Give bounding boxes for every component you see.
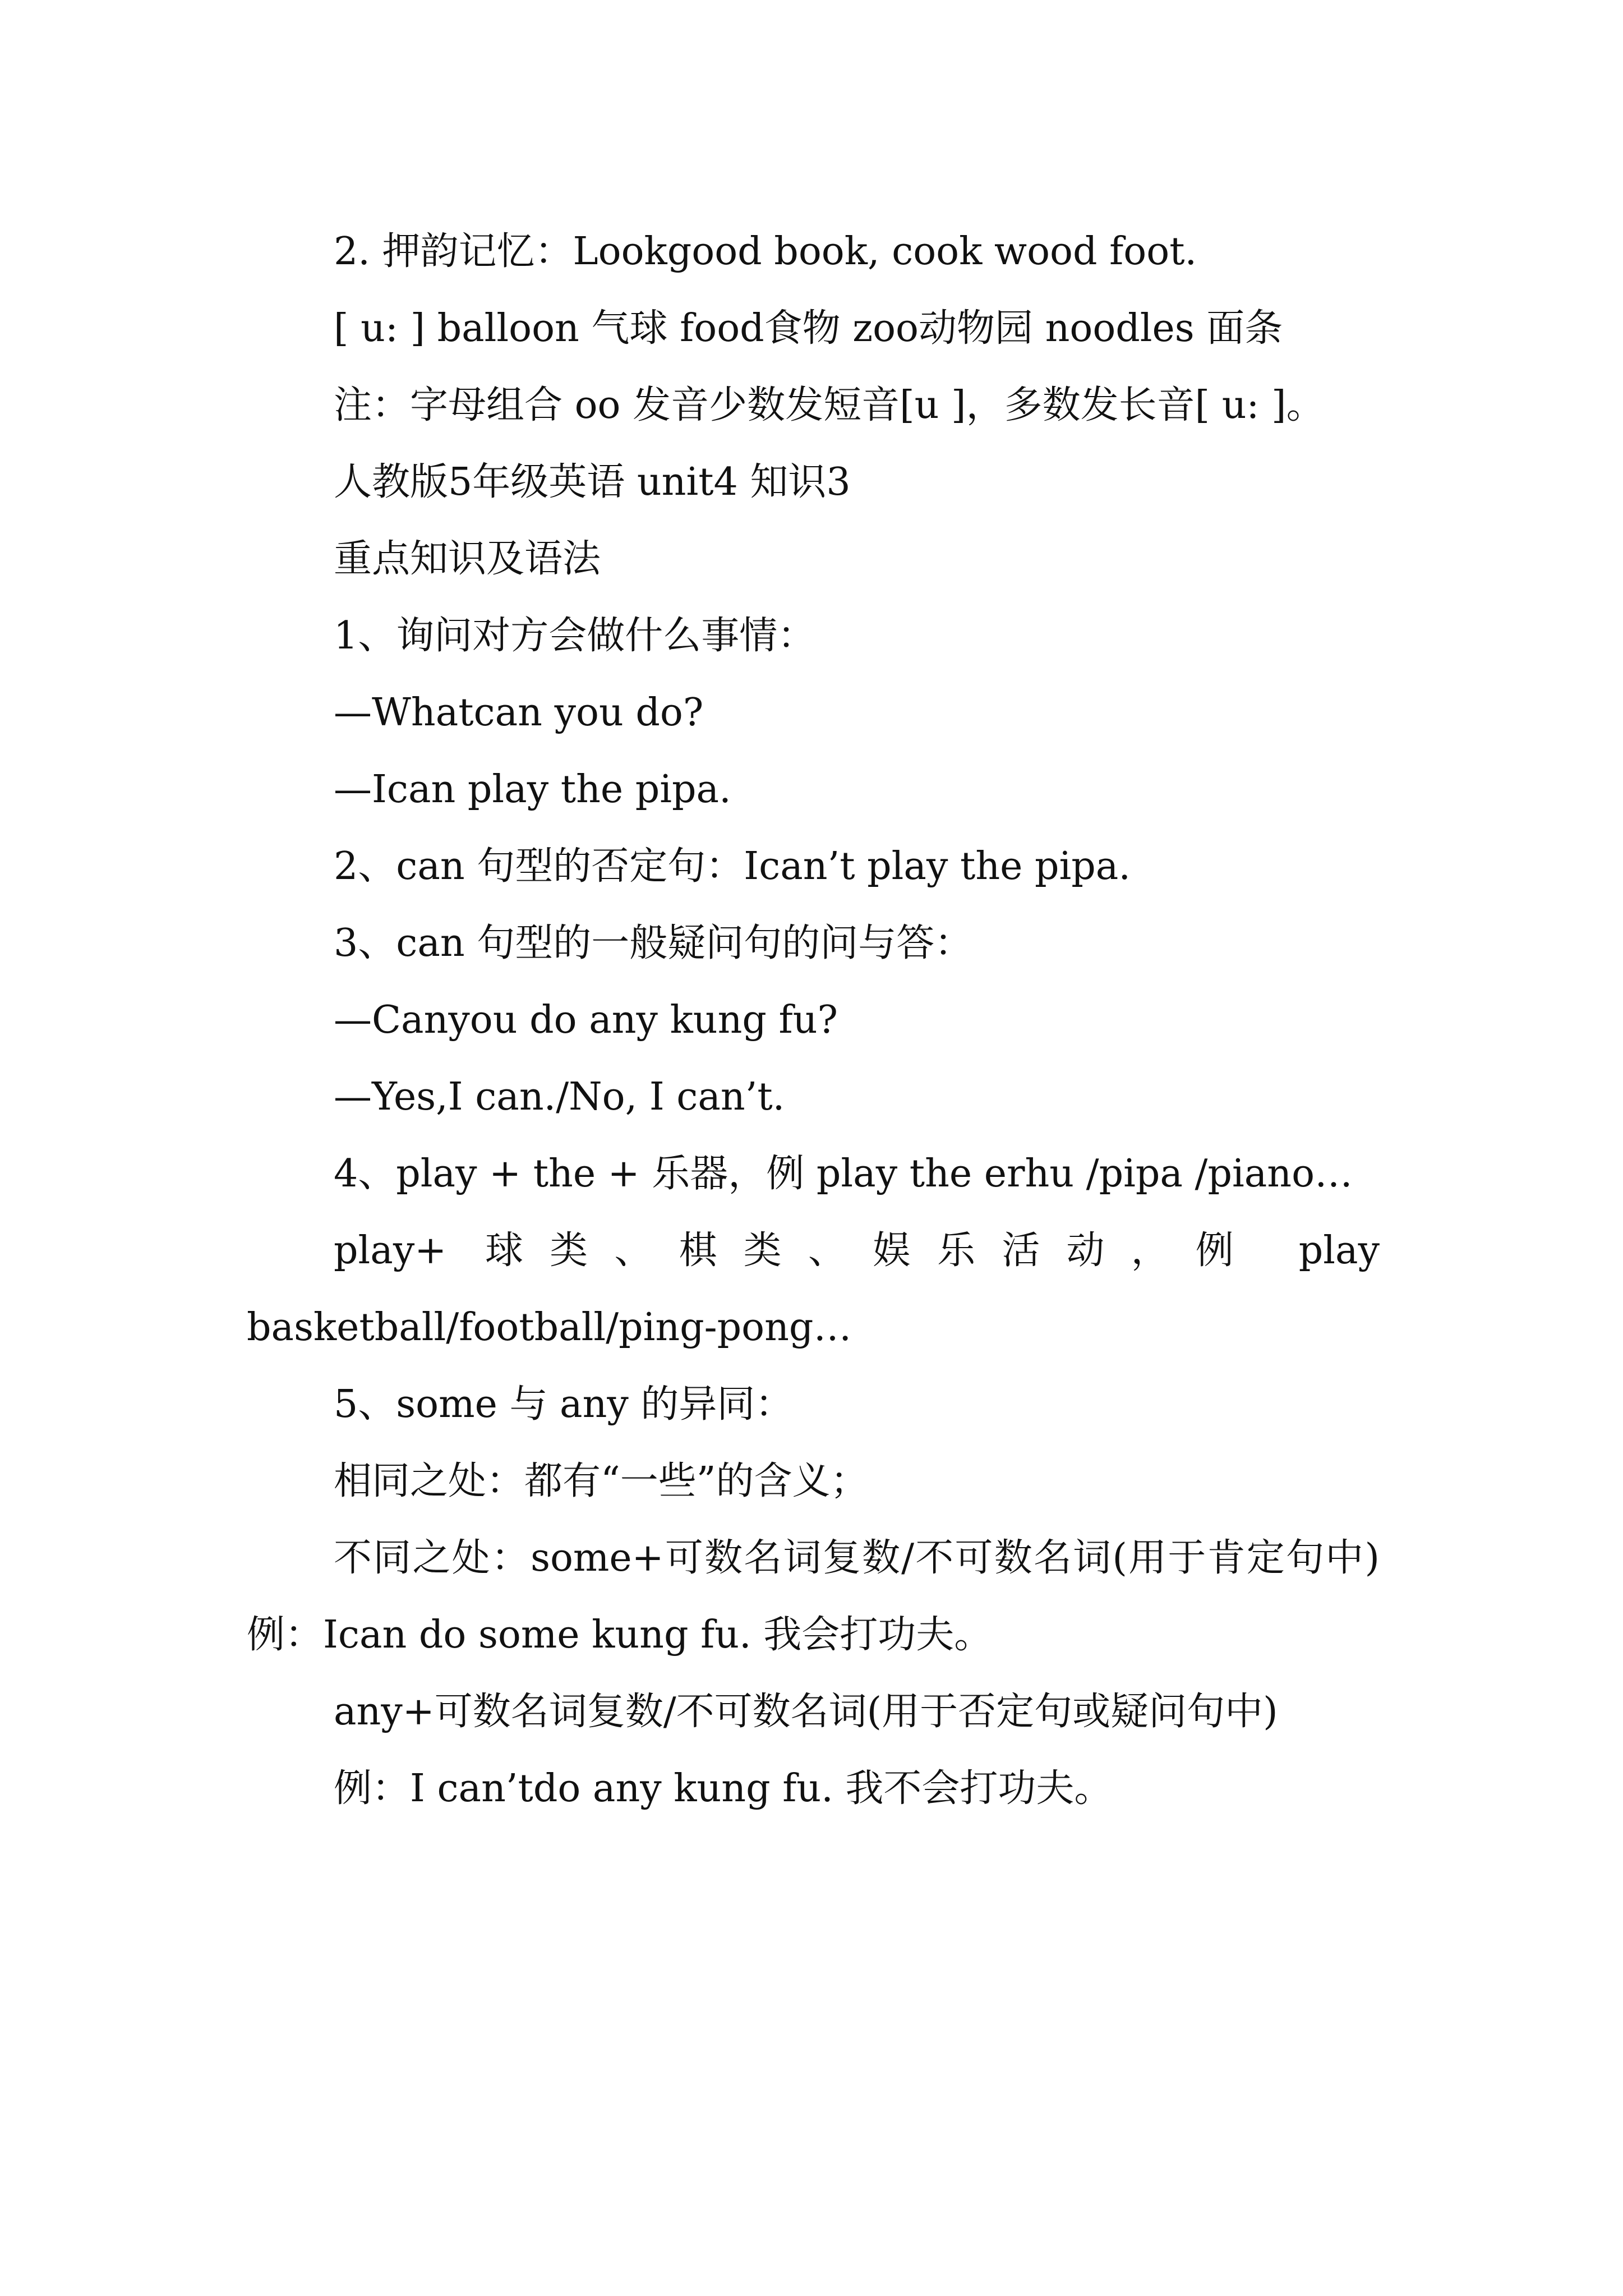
point-2-negative-sentence: 2、can 句型的否定句：Ican’t play the pipa. bbox=[334, 844, 1131, 889]
point-3-heading: 3、can 句型的一般疑问句的问与答： bbox=[334, 921, 973, 965]
dialogue-answer-1: —Ican play the pipa. bbox=[334, 767, 731, 812]
point-1-heading: 1、询问对方会做什么事情： bbox=[334, 614, 816, 658]
point-5-heading: 5、some 与 any 的异同： bbox=[334, 1382, 794, 1427]
point-4-ball-games: play+ 球类、棋类、娱乐活动，例 play basketball/football/ping-pong… bbox=[247, 1228, 1380, 1350]
dialogue-answer-2: —Yes,I can./No, I can’t. bbox=[334, 1075, 785, 1119]
section-title: 人教版5年级英语 unit4 知识3 bbox=[334, 460, 851, 504]
similarity-line: 相同之处：都有“一些”的含义； bbox=[334, 1459, 869, 1503]
document-body bbox=[247, 213, 1380, 1827]
any-example-line: 例：I can’tdo any kung fu. 我不会打功夫。 bbox=[334, 1766, 1113, 1811]
oo-pronunciation-note: 注：字母组合 oo 发音少数发短音[u ]，多数发长音[ u: ]。 bbox=[334, 383, 1325, 427]
difference-any-line: any+可数名词复数/不可数名词(用于否定句或疑问句中) bbox=[334, 1690, 1278, 1734]
dialogue-question-1: —Whatcan you do? bbox=[334, 691, 704, 735]
long-u-vocabulary-line: [ u: ] balloon 气球 food食物 zoo动物园 noodles 面条 bbox=[334, 306, 1283, 351]
difference-some-line: 不同之处：some+可数名词复数/不可数名词(用于肯定句中) 例：Ican do some kung fu. 我会打功夫。 bbox=[247, 1536, 1380, 1657]
rhyme-memory-line: 2. 押韵记忆：Lookgood book, cook wood foot. bbox=[334, 229, 1197, 274]
dialogue-question-2: —Canyou do any kung fu? bbox=[334, 998, 838, 1042]
section-subtitle: 重点知识及语法 bbox=[334, 537, 601, 581]
point-4-instruments: 4、play + the + 乐器，例 play the erhu /pipa /piano… bbox=[334, 1152, 1353, 1196]
